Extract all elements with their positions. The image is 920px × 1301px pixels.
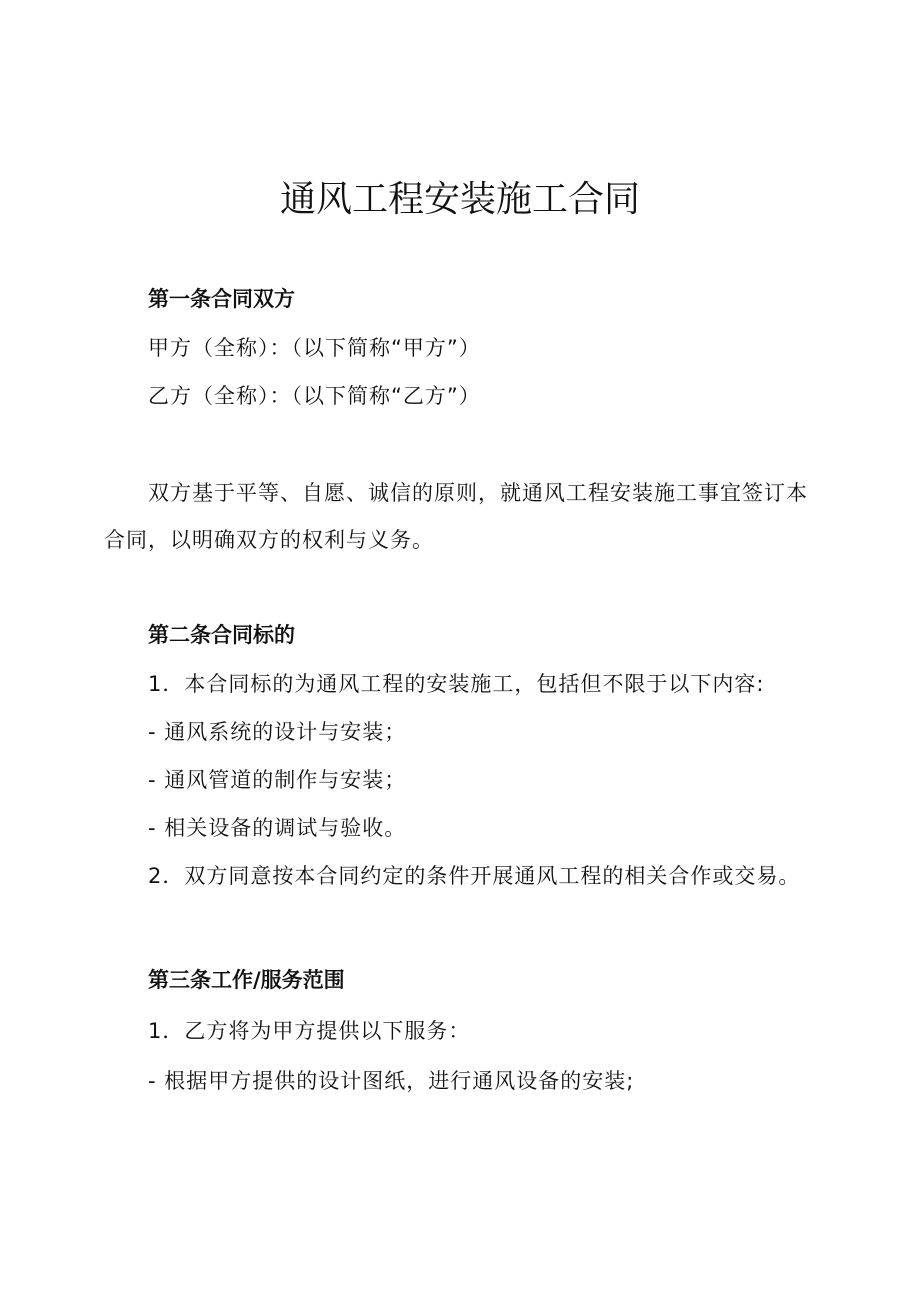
article-2-bullet-2: - 通风管道的制作与安装； [148,768,407,792]
article-3-heading: 第三条工作/服务范围 [148,968,345,992]
document-title: 通风工程安装施工合同 [279,179,640,220]
article-1-heading: 第一条合同双方 [148,287,295,311]
article-2-item-1: 1．本合同标的为通风工程的安装施工，包括但不限于以下内容: [148,672,765,696]
article-2-bullet-3: - 相关设备的调试与验收。 [148,816,407,840]
purpose-paragraph-line-2: 合同，以明确双方的权利与义务。 [104,528,434,552]
article-3-bullet-1: - 根据甲方提供的设计图纸，进行通风设备的安装; [148,1069,635,1093]
article-2-bullet-1: - 通风系统的设计与安装； [148,720,407,744]
purpose-paragraph-line-1: 双方基于平等、自愿、诚信的原则，就通风工程安装施工事宜签订本 [148,481,808,505]
article-3-item-1: 1．乙方将为甲方提供以下服务： [148,1019,471,1043]
party-b-line: 乙方（全称）：（以下简称“乙方”） [148,384,481,408]
party-a-line: 甲方（全称）：（以下简称“甲方”） [148,336,481,360]
article-2-heading: 第二条合同标的 [148,623,295,647]
article-2-item-2: 2．双方同意按本合同约定的条件开展通风工程的相关合作或交易。 [148,864,801,888]
